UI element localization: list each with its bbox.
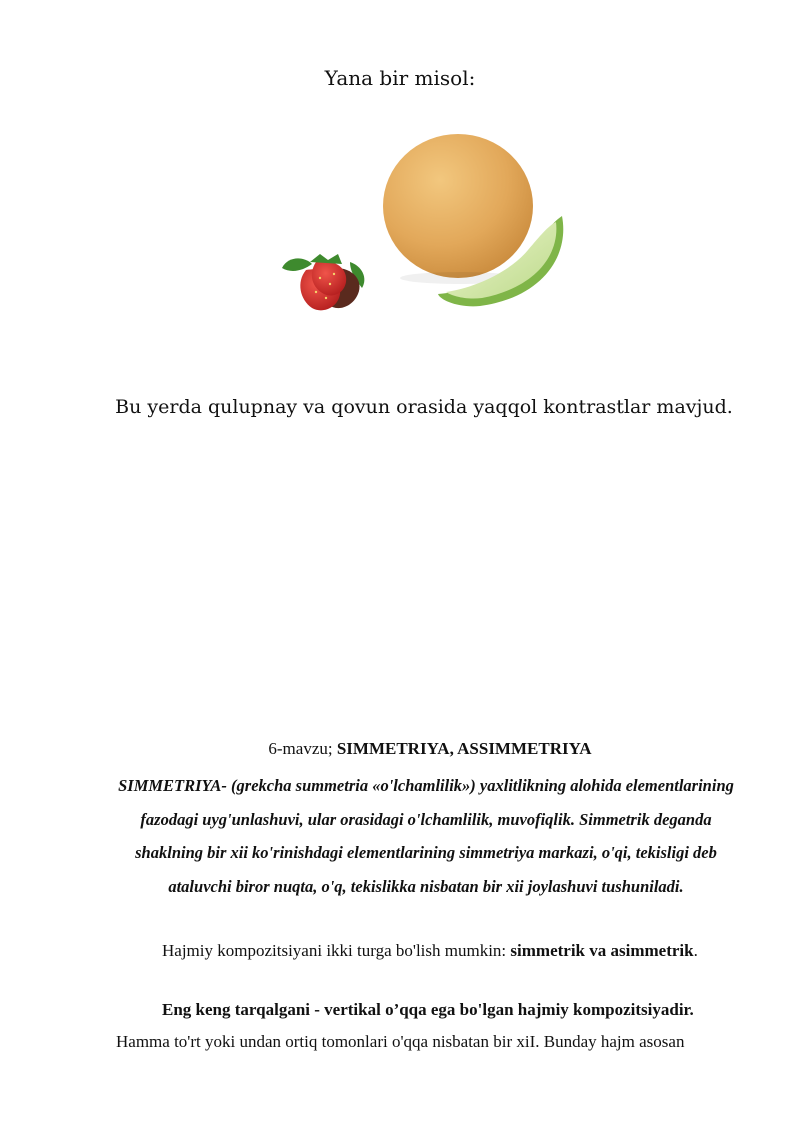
lesson-number: 6-mavzu; [268,739,333,758]
image-caption: Bu yerda qulupnay va qovun orasida yaqqol kontrastlar mavjud. [115,396,733,418]
strawberry-icon [282,254,364,310]
paragraph-text: Hajmiy kompozitsiyani ikki turga bo'lish mumkin: [162,941,507,960]
example-heading: Yana bir misol: [324,66,476,90]
lesson-title [0,739,800,759]
paragraph-composition-types [116,934,742,967]
lesson-heading: SIMMETRIYA, ASSIMMETRIYA [336,739,592,758]
fruit-illustration [270,128,580,328]
melon-icon [383,134,533,284]
symmetry-definition: SIMMETRIYA- (grekcha summetria «o'lchamlilik») yaxlitlikning alohida elementlarining fazodagi uyg'unlashuvi, ular orasidagi o'lchamlilik, muvofiqlik. Simmetrik deganda shaklning bir xii ko'rinishdagi elementlarining simmetriya markazi, o'qi, tekisligi deb ataluvchi biror nuqta, o'q, tekislikka nisbatan bir xii joylashuvi tushuniladi. [118,776,734,896]
fruit-svg [270,128,580,328]
paragraph-vertical-axis-text: Hamma to'rt yoki undan ortiq tomonlari o'qqa nisbatan bir xiI. Bunday hajm asosan [116,1032,685,1051]
paragraph-bold-terms: simmetrik va asimmetrik [510,941,694,960]
paragraph-end: . [693,941,698,960]
paragraph-vertical-axis-bold: Eng keng tarqalgani - vertikal o’qqa ega bo'lgan hajmiy kompozitsiyadir. [162,1000,694,1019]
